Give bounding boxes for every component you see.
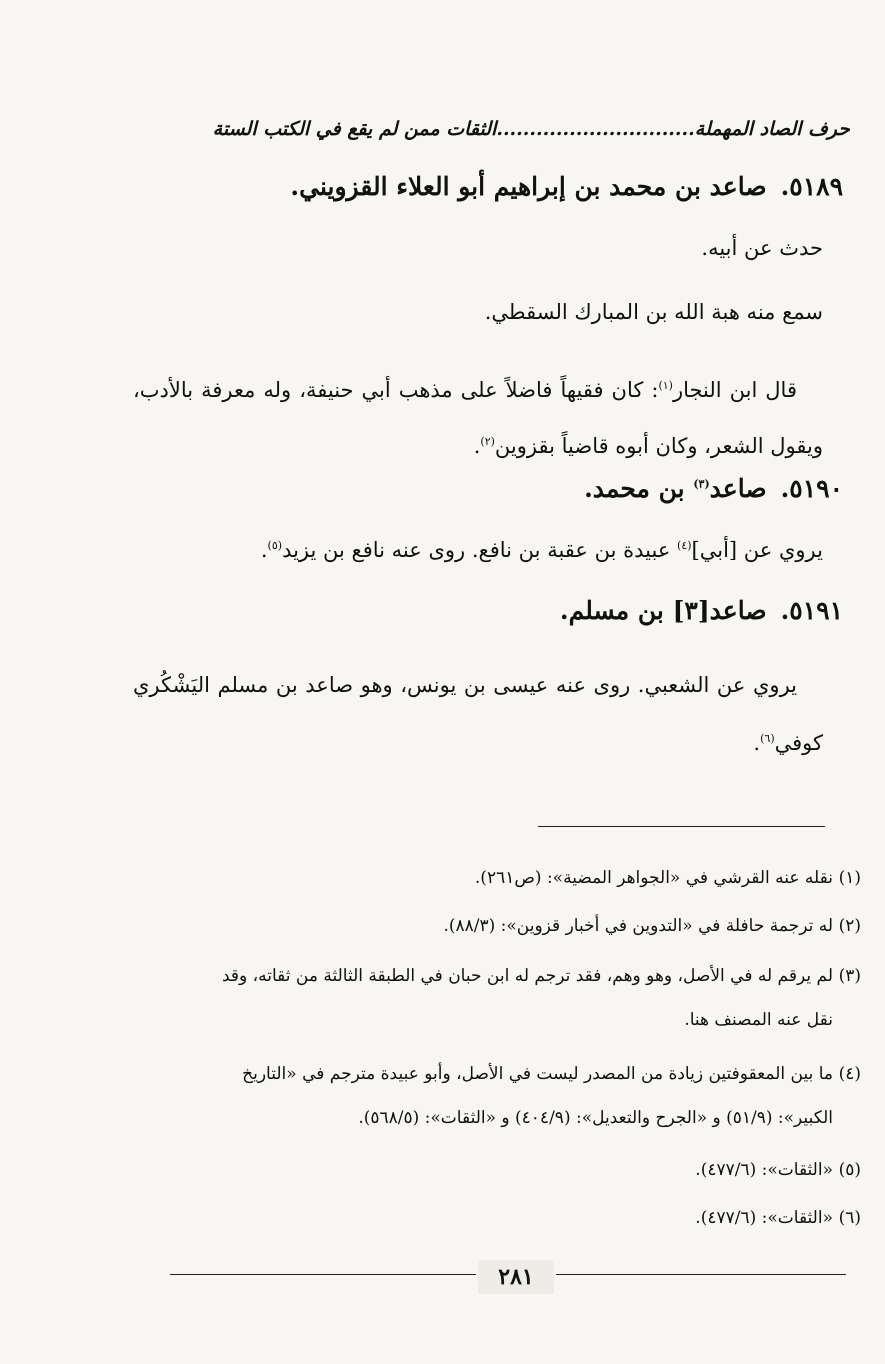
paragraph: [133, 236, 823, 260]
footnote-ref[interactable]: (٣): [693, 477, 710, 491]
footnote-text: له ترجمة حافلة في «التدوين في أخبار قزوين»: (٨٨/٣).: [443, 916, 833, 936]
footnote-number: (١): [838, 868, 861, 888]
paragraph: [133, 300, 823, 324]
footnote-continuation: نقل عنه المصنف هنا.: [684, 1010, 833, 1030]
paragraph-text: .: [260, 538, 268, 562]
footnote-ref[interactable]: (١): [658, 379, 673, 392]
footnote-text: نقله عنه القرشي في «الجواهر المضية»: (ص٢٦١).: [474, 868, 833, 888]
footnote-number: (٢): [838, 916, 861, 936]
page-number: ٢٨١: [478, 1260, 554, 1294]
entry-name: صاعد[٣] بن مسلم.: [559, 596, 767, 625]
footnote-number: (٣): [838, 966, 861, 986]
footnote-ref[interactable]: (٥): [267, 539, 283, 552]
footnote-6: [141, 1196, 861, 1240]
footnote-number: (٦): [838, 1208, 861, 1228]
footnote-1: [141, 856, 861, 900]
entry-title-5191: [143, 596, 843, 625]
entry-title-5189: [143, 172, 843, 201]
footnote-text: ما بين المعقوفتين زيادة من المصدر ليست في الأصل، وأبو عبيدة مترجم في «التاريخ: [242, 1064, 833, 1084]
paragraph-text: .: [753, 731, 761, 755]
paragraph-text: يروي عن [أبي]: [691, 538, 823, 562]
footnote-2: [141, 904, 861, 948]
entry-number: ٥١٩٠.: [780, 474, 843, 503]
footer-rule-right: [556, 1274, 846, 1275]
running-header: حرف الصاد المهملة..............................الثقات ممن لم يقع في الكتب الستة: [212, 118, 850, 140]
entry-name: بن محمد.: [584, 474, 694, 503]
entry-name: صاعد: [709, 474, 767, 503]
footnote-text: «الثقات»: (٤٧٧/٦).: [695, 1208, 833, 1228]
entry-number: ٥١٨٩.: [780, 172, 843, 201]
footnote-number: (٥): [838, 1160, 861, 1180]
paragraph-text: حدث عن أبيه.: [701, 236, 823, 260]
paragraph-text: يروي عن الشعبي. روى عنه عيسى بن يونس، وهو صاعد بن مسلم اليَشْكُري كوفي: [133, 673, 823, 755]
footnote-ref[interactable]: (٢): [480, 435, 495, 448]
paragraph: [133, 658, 823, 770]
entry-title-5190: [143, 474, 843, 503]
entry-name: صاعد بن محمد بن إبراهيم أبو العلاء القزويني.: [290, 172, 767, 201]
footnote-4: [141, 1052, 861, 1140]
paragraph-text: : كان فقيهاً فاضلاً على مذهب أبي حنيفة، وله معرفة بالأدب، ويقول الشعر، وكان أبوه قاضياً بقزوين: [133, 378, 823, 458]
footnote-5: [141, 1148, 861, 1192]
entry-number: ٥١٩١.: [780, 596, 843, 625]
paragraph-text: سمع منه هبة الله بن المبارك السقطي.: [484, 300, 823, 324]
footnote-ref[interactable]: (٤): [677, 539, 692, 552]
footnote-text: لم يرقم له في الأصل، وهو وهم، فقد ترجم له ابن حبان في الطبقة الثالثة من ثقاته، وقد: [222, 966, 833, 986]
footnote-ref[interactable]: (٦): [760, 732, 775, 745]
footnote-continuation: الكبير»: (٥١/٩) و «الجرح والتعديل»: (٤٠٤/٩) و «الثقات»: (٥٦٨/٥).: [358, 1108, 833, 1128]
paragraph: [133, 538, 823, 562]
footnote-3: [141, 954, 861, 1042]
paragraph-text: قال ابن النجار: [672, 378, 797, 402]
footnote-number: (٤): [838, 1064, 861, 1084]
paragraph-text: عبيدة بن عقبة بن نافع. روى عنه نافع بن يزيد: [282, 538, 678, 562]
footnote-separator: [538, 826, 825, 827]
paragraph-text: .: [473, 434, 481, 458]
footer-rule-left: [170, 1274, 476, 1275]
paragraph: [133, 360, 823, 472]
footnote-text: «الثقات»: (٤٧٧/٦).: [695, 1160, 833, 1180]
